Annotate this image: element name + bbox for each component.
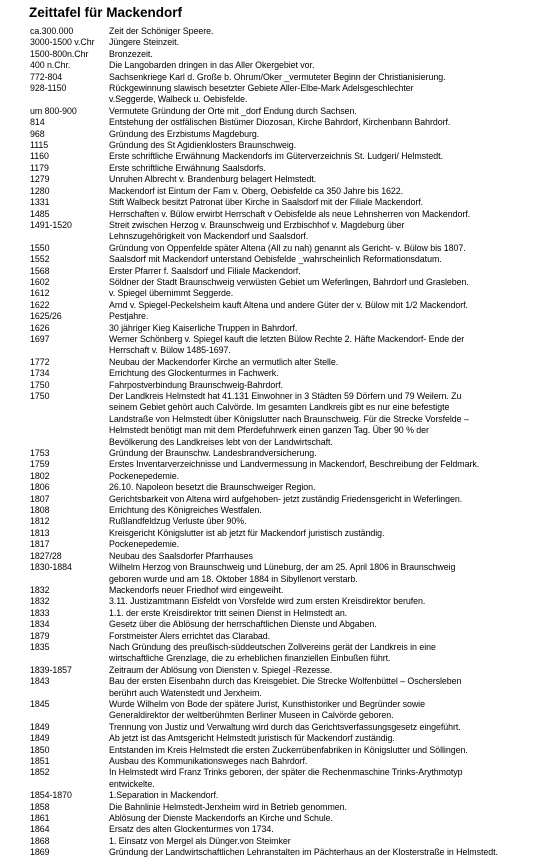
- timeline-row: [30, 266, 540, 277]
- timeline-year: 1879: [30, 630, 50, 641]
- timeline-event: Saalsdorf mit Mackendorf unterstand Oebisfelde _wahrscheinlich Reformationsdatum.: [109, 254, 442, 265]
- timeline-year: 1753: [30, 448, 50, 459]
- timeline-row: [30, 539, 540, 550]
- timeline-row: [30, 117, 540, 128]
- timeline-event: 26.10. Napoleon besetzt die Braunschweiger Region.: [109, 482, 316, 493]
- timeline-event: Ersatz des alten Glockenturmes von 1734.: [109, 824, 274, 835]
- timeline-year: 1280: [30, 185, 50, 196]
- timeline-year: 928-1150: [30, 83, 67, 94]
- timeline-event: Zeitraum der Ablösung von Diensten v. Spiegel -Rezesse.: [109, 664, 333, 675]
- timeline-row: [30, 129, 540, 140]
- timeline-event: Ausbau des Kommunikationsweges nach Bahrdorf.: [109, 756, 308, 766]
- timeline-row: [30, 562, 540, 585]
- timeline-event: Jüngere Steinzeit.: [109, 37, 179, 48]
- timeline-event: Wilhelm Herzog von Braunschweig und Lüneburg, der am 25. April 1806 in Braunschweig geboren wurde und am 18. Oktober 1884 in Sibyllenort verstarb.: [109, 562, 456, 584]
- timeline-year: 1839-1857: [30, 664, 72, 675]
- timeline-event: Mackendorf ist Eintum der Fam v. Oberg, Oebisfelde ca 350 Jahre bis 1622.: [109, 185, 404, 196]
- timeline-year: 1854-1870: [30, 790, 72, 801]
- timeline-event: Gründung des Erzbistums Magdeburg.: [109, 128, 260, 139]
- timeline-row: [30, 756, 540, 767]
- timeline-event: Nach Gründung des preußisch-süddeutschen Zollvereins gerät der Landkreis in eine wirtschaftliche Grenzlage, die zu erheblichen finanziellen Einbußen führt.: [109, 641, 436, 664]
- timeline-year: 1612: [30, 288, 50, 299]
- timeline-event: 1.Separation in Mackendorf.: [109, 790, 219, 801]
- timeline-row: [30, 790, 540, 801]
- timeline-row: [30, 37, 540, 48]
- timeline-year: 1491-1520: [30, 219, 72, 230]
- timeline-year: 1697: [30, 333, 50, 344]
- timeline-event: Wurde Wilhelm von Bode der spätere Jurist, Kunsthistoriker und Begründer sowie Generaldirektor der weltberühmten Berliner Museen in Calvörde geboren.: [109, 698, 425, 721]
- timeline-row: [30, 277, 540, 288]
- timeline-event: Erster Pfarrer f. Saalsdorf und Filiale Mackendorf.: [109, 265, 301, 276]
- timeline-row: [30, 368, 540, 379]
- timeline-event: Gründung der Landwirtschaftlichen Lehranstalten im Pächterhaus an der Klosterstraße in Helmstedt.: [109, 847, 498, 858]
- timeline-row: [30, 288, 540, 299]
- timeline-event: Gerichtsbarkeit von Altena wird aufgehoben- jetzt zuständig Friedensgericht in Weferlingen.: [109, 493, 463, 504]
- timeline-row: [30, 745, 540, 756]
- timeline-row: [30, 220, 540, 243]
- timeline-event: 1. Einsatz von Mergel als Dünger.von Steimker: [109, 835, 291, 846]
- timeline-event: In Helmstedt wird Franz Trinks geboren, der später die Rechenmaschine Trinks-Arythmotyp entwickelte.: [109, 767, 463, 789]
- timeline-year: 1115: [30, 140, 49, 151]
- timeline-year: 1833: [30, 607, 50, 618]
- timeline-event: Der Landkreis Helmstedt hat 41.131 Einwohner in 3 Städten 59 Dörfern und 79 Weilern. Zu seinem Gebiet gehört auch Calvörde. Im gesamten Landkreis gibt es nur eine befestigte Landstraße von Helmstedt über Königslutter nach Braunschweig. Für die Strecke Vorsfelde – Helmstedt benötigt man mit dem Pferdefuhrwerk einen ganzen Tag. Über 90 % der Bevölkerung des Landkreises lebt von der Landwirtschaft.: [109, 391, 469, 447]
- timeline-row: [30, 72, 540, 83]
- timeline-row: [30, 140, 540, 151]
- timeline-year: 1622: [30, 299, 50, 310]
- timeline-row: [30, 516, 540, 527]
- timeline-year: 1845: [30, 698, 50, 709]
- timeline-event: Trennung von Justiz und Verwaltung wird durch das Gerichtsverfassungsgesetz eingeführt.: [109, 721, 461, 732]
- timeline-row: [30, 151, 540, 162]
- timeline-year: 1868: [30, 835, 50, 846]
- timeline-row: [30, 49, 540, 60]
- timeline-event: Pockenepedemie.: [109, 539, 180, 550]
- timeline-row: [30, 813, 540, 824]
- timeline-event: 30 jähriger Kieg Kaiserliche Truppen in Bahrdorf.: [109, 322, 298, 333]
- timeline-event: Ablösung der Dienste Mackendorfs an Kirche und Schule.: [109, 813, 333, 824]
- timeline-row: [30, 482, 540, 493]
- timeline-event: Erstes Inventarverzeichnisse und Landvermessung in Mackendorf, Beschreibung der Feldmark.: [109, 459, 480, 470]
- timeline-year: 1832: [30, 584, 50, 595]
- timeline-year: 1832: [30, 596, 50, 607]
- timeline-year: 1861: [30, 813, 50, 824]
- timeline-year: 1750: [30, 379, 50, 390]
- timeline-event: Ab jetzt ist das Amtsgericht Helmstedt juristisch für Mackendorf zuständig.: [109, 733, 395, 744]
- timeline-event: Neubau der Mackendorfer Kirche an vermutlich alter Stelle.: [109, 356, 339, 367]
- timeline-event: Erste schriftliche Erwähnung Mackendorfs im Güterverzeichnis St. Ludgeri/ Helmstedt.: [109, 151, 443, 162]
- timeline-row: [30, 163, 540, 174]
- timeline-event: Fahrpostverbindung Braunschweig-Bahrdorf.: [109, 379, 283, 390]
- timeline-row: [30, 494, 540, 505]
- timeline-event: v. Spiegel übernimmt Seggerde.: [109, 288, 234, 299]
- timeline-event: Entstanden im Kreis Helmstedt die ersten Zuckerrübenfabriken in Königslutter und Söllingen.: [109, 744, 468, 755]
- timeline-year: 1817: [30, 539, 50, 550]
- timeline-year: 1869: [30, 847, 50, 858]
- timeline-year: ca.300.000: [30, 26, 74, 36]
- timeline-event: Errichtung des Königreiches Westfalen.: [109, 505, 262, 516]
- timeline-row: [30, 254, 540, 265]
- timeline-year: 1179: [30, 162, 49, 173]
- timeline-row: [30, 767, 540, 790]
- timeline-event: Werner Schönberg v. Spiegel kauft die letzten Bülow Rechte 2. Häfte Mackendorf- Ende der Herrschaft v. Bülow 1485-1697.: [109, 333, 465, 356]
- timeline-event: Errichtung des Glockenturmes in Fachwerk.: [109, 368, 279, 379]
- timeline-event: Neubau des Saalsdorfer Pfarrhauses: [109, 550, 253, 561]
- timeline-event: Stift Walbeck besitzt Patronat über Kirche in Saalsdorf mit der Filiale Mackendorf.: [109, 197, 424, 208]
- timeline-year: 1750: [30, 391, 50, 401]
- timeline-year: 1858: [30, 801, 50, 812]
- timeline-row: [30, 300, 540, 311]
- timeline-row: [30, 83, 540, 106]
- timeline-row: [30, 619, 540, 630]
- timeline-event: 1.1. der erste Kreisdirektor tritt seinen Dienst in Helmstedt an.: [109, 607, 348, 618]
- timeline-year: 1849: [30, 721, 50, 732]
- timeline-row: [30, 596, 540, 607]
- timeline-year: 1813: [30, 527, 50, 538]
- timeline-year: 1806: [30, 482, 50, 493]
- timeline-year: 1827/28: [30, 550, 62, 561]
- timeline-year: 814: [30, 117, 45, 128]
- timeline-year: 1550: [30, 242, 50, 253]
- timeline-row: [30, 551, 540, 562]
- timeline-table: [30, 26, 540, 859]
- timeline-year: 1850: [30, 744, 50, 755]
- timeline-row: [30, 699, 540, 722]
- timeline-row: [30, 243, 540, 254]
- timeline-event: Unruhen Albrecht v. Brandenburg belagert Helmstedt.: [109, 174, 317, 185]
- timeline-event: Kreisgericht Königslutter ist ab jetzt für Mackendorf juristisch zuständig.: [109, 527, 385, 538]
- timeline-row: [30, 334, 540, 357]
- timeline-row: [30, 311, 540, 322]
- timeline-event: Erste schriftliche Erwähnung Saalsdorfs.: [109, 162, 266, 173]
- timeline-event: Bau der ersten Eisenbahn durch das Kreisgebiet. Die Strecke Wolfenbüttel – Oschersleben berührt auch Watenstedt und Jerxheim.: [109, 676, 462, 698]
- timeline-year: 1734: [30, 368, 50, 379]
- timeline-year: 1852: [30, 767, 50, 778]
- timeline-year: 1808: [30, 505, 50, 516]
- timeline-row: [30, 471, 540, 482]
- timeline-event: Rückgewinnung slawisch besetzter Gebiete Aller-Elbe-Mark Adelsgeschlechter v.Seggerde, Walbeck u. Oebisfelde.: [109, 83, 414, 105]
- timeline-event: Gesetz über die Ablösung der herrschaftlichen Dienste und Abgaben.: [109, 619, 377, 630]
- timeline-row: [30, 448, 540, 459]
- timeline-event: Vermutete Gründung der Orte mit _dorf Endung durch Sachsen.: [109, 105, 357, 116]
- timeline-row: [30, 209, 540, 220]
- timeline-row: [30, 357, 540, 368]
- timeline-year: 1802: [30, 470, 50, 481]
- timeline-event: Die Bahnlinie Helmstedt-Jerxheim wird in Betrieb genommen.: [109, 801, 347, 812]
- timeline-row: [30, 642, 540, 665]
- timeline-row: [30, 186, 540, 197]
- timeline-row: [30, 60, 540, 71]
- timeline-year: 1807: [30, 493, 50, 504]
- timeline-row: [30, 106, 540, 117]
- timeline-event: Gründung von Oppenfelde später Altena (All zu nah) genannt als Gericht- v. Bülow bis 1807.: [109, 242, 466, 253]
- timeline-year: 1830-1884: [30, 562, 72, 573]
- timeline-year: 1485: [30, 208, 50, 219]
- timeline-year: 1812: [30, 516, 50, 527]
- timeline-event: Rußlandfeldzug Verluste über 90%.: [109, 516, 247, 527]
- timeline-year: 1851: [30, 756, 50, 766]
- timeline-event: Bronzezeit.: [109, 48, 153, 59]
- timeline-row: [30, 836, 540, 847]
- timeline-row: [30, 459, 540, 470]
- timeline-year: 1772: [30, 356, 50, 367]
- page-title: Zeittafel für Mackendorf: [29, 5, 183, 20]
- timeline-event: Streit zwischen Herzog v. Braunschweig und Erzbischhof v. Magdeburg über Lehnszugehörigkeit von Mackendorf und Saalsdorf.: [109, 219, 405, 242]
- timeline-event: Pockenepedemie.: [109, 470, 180, 481]
- timeline-year: 1625/26: [30, 311, 62, 322]
- timeline-year: 1160: [30, 151, 49, 162]
- timeline-year: 1500-800n.Chr: [30, 48, 89, 59]
- timeline-row: [30, 733, 540, 744]
- timeline-event: Gründung des St Agidienklosters Braunschweig.: [109, 140, 297, 151]
- timeline-year: 1835: [30, 641, 50, 652]
- timeline-year: 1331: [30, 197, 50, 208]
- timeline-row: [30, 391, 540, 448]
- timeline-row: [30, 174, 540, 185]
- timeline-event: Gründung der Braunschw. Landesbrandversicherung.: [109, 448, 317, 459]
- timeline-row: [30, 26, 540, 37]
- timeline-year: 1602: [30, 276, 50, 287]
- timeline-year: 1834: [30, 619, 50, 630]
- timeline-year: 1849: [30, 733, 50, 744]
- timeline-year: 3000-1500 v.Chr: [30, 37, 95, 48]
- timeline-year: 1759: [30, 459, 50, 470]
- timeline-row: [30, 505, 540, 516]
- timeline-row: [30, 676, 540, 699]
- timeline-row: [30, 631, 540, 642]
- timeline-event: Söldner der Stadt Braunschweig verwüsten Gebiet um Weferlingen, Bahrdorf und Grasleben.: [109, 276, 469, 287]
- timeline-year: 1279: [30, 174, 50, 185]
- timeline-event: Arnd v. Spiegel-Peckelsheim kauft Altena und andere Güter der v. Bülow mit 1/2 Mackendorf.: [109, 299, 468, 310]
- timeline-row: [30, 665, 540, 676]
- timeline-event: Sachsenkriege Karl d. Große b. Ohrum/Oker _vermuteter Beginn der Christianisierung.: [109, 71, 446, 82]
- timeline-row: [30, 802, 540, 813]
- timeline-event: Herrschaften v. Bülow erwirbt Herrschaft v Oebisfelde als neue Lehnsherren von Mackendorf.: [109, 208, 471, 219]
- timeline-row: [30, 608, 540, 619]
- timeline-year: um 800-900: [30, 105, 77, 116]
- timeline-event: Zeit der Schöniger Speere.: [109, 26, 214, 36]
- timeline-row: [30, 824, 540, 835]
- timeline-year: 968: [30, 128, 45, 139]
- timeline-row: [30, 380, 540, 391]
- timeline-year: 1843: [30, 676, 50, 687]
- timeline-year: 1568: [30, 265, 50, 276]
- timeline-year: 1864: [30, 824, 50, 835]
- timeline-row: [30, 197, 540, 208]
- timeline-year: 1626: [30, 322, 50, 333]
- timeline-row: [30, 585, 540, 596]
- timeline-row: [30, 722, 540, 733]
- timeline-row: [30, 528, 540, 539]
- timeline-year: 1552: [30, 254, 50, 265]
- timeline-event: Pestjahre.: [109, 311, 149, 322]
- timeline-year: 772-804: [30, 71, 63, 82]
- timeline-event: Mackendorfs neuer Friedhof wird eingeweiht.: [109, 584, 284, 595]
- timeline-year: 400 n.Chr.: [30, 60, 71, 71]
- timeline-row: [30, 323, 540, 334]
- timeline-event: Forstmeister Alers errichtet das Clarabad.: [109, 630, 271, 641]
- timeline-event: Entstehung der ostfälischen Bistümer Diozosan, Kirche Bahrdorf, Kirchenbann Bahrdorf.: [109, 117, 451, 128]
- timeline-event: 3.11. Justizamtmann Eisfeldt von Vorsfelde wird zum ersten Kreisdirektor berufen.: [109, 596, 426, 607]
- timeline-event: Die Langobarden dringen in das Aller Okergebiet vor.: [109, 60, 315, 71]
